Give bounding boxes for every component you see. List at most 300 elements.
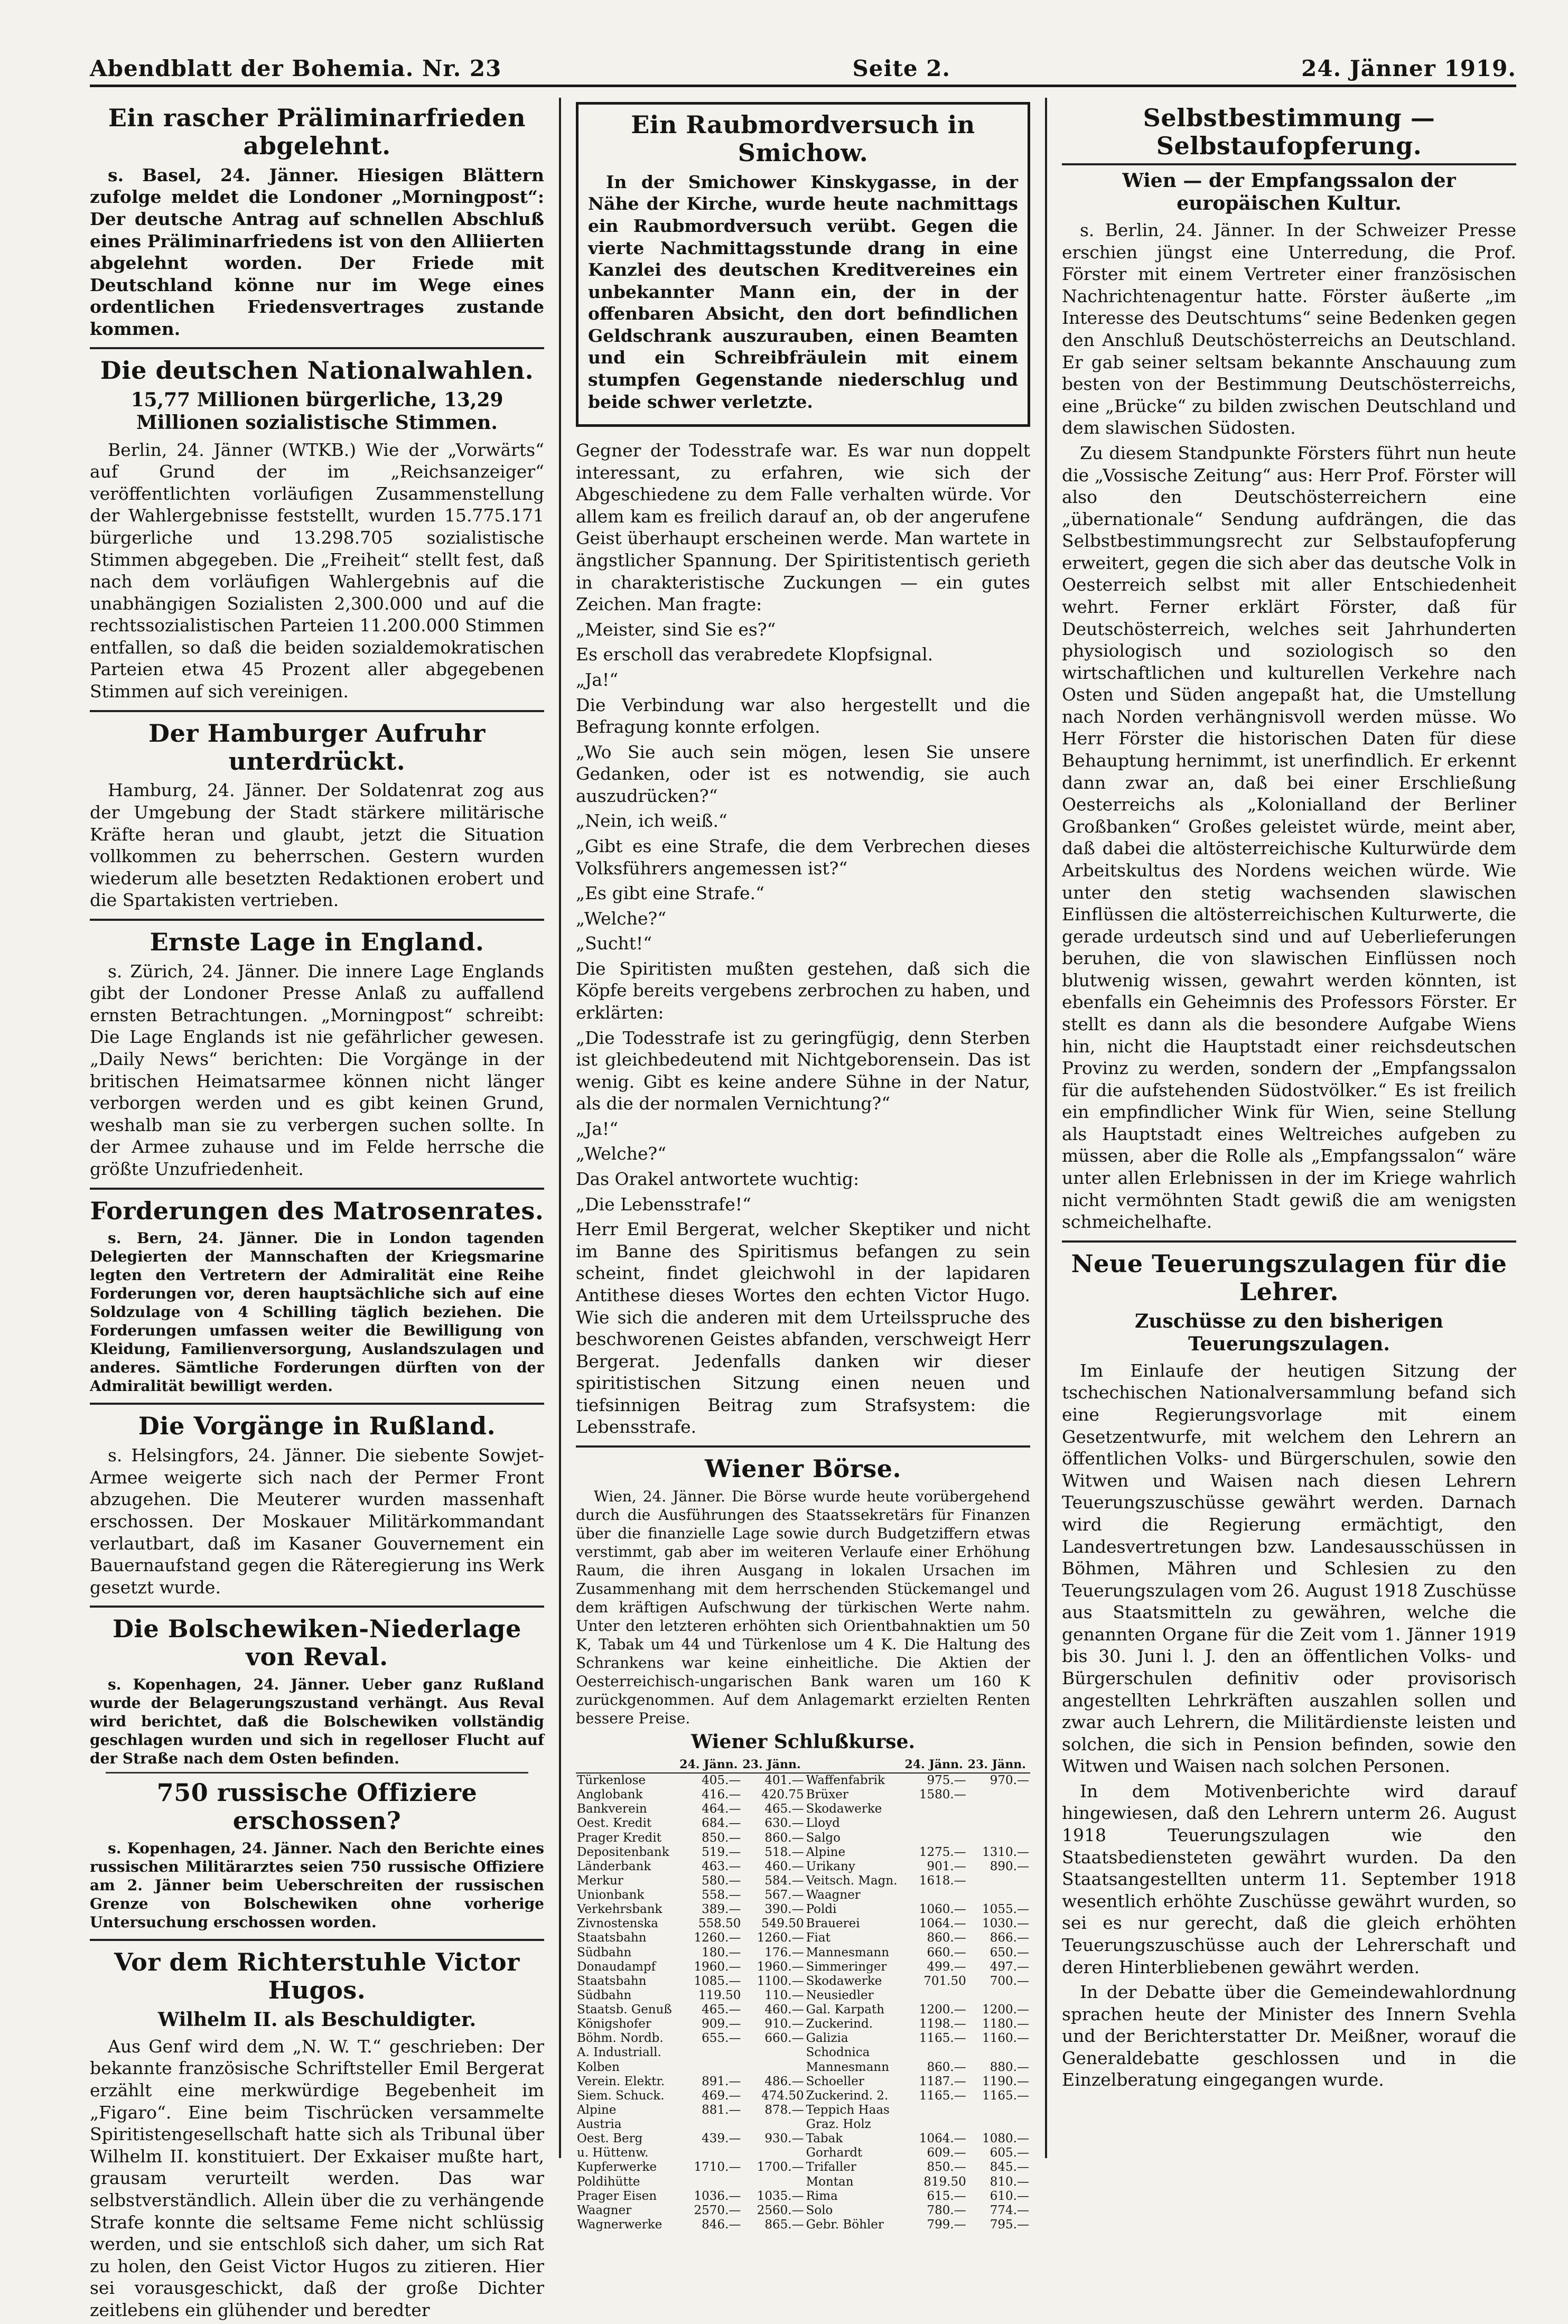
security-name: Kolben	[577, 2060, 620, 2074]
article-text: s. Kopenhagen, 24. Jänner. Nach den Berichte eines russischen Militärarztes seien 750 russische Offiziere am 2. Jänner beim Ueberschreiten der russischen Grenze von Bolschewiken ohne vorherige Untersuchung erschossen worden.	[90, 1839, 544, 1931]
security-name: Schodnica	[806, 2046, 870, 2060]
article-text: s. Basel, 24. Jänner. Hiesigen Blättern zufolge meldet die Londoner „Morningpost“: Der deutsche Antrag auf schnellen Abschluß eines Präliminarfriedens ist von den Alliierten abgelehnt worden. Der Friede mit Deutschland könne nur im Wege eines ordentlichen Friedensvertrages zustande kommen.	[90, 164, 544, 339]
quote-value	[679, 2146, 742, 2160]
header-page-number: Seite 2.	[852, 55, 951, 81]
column-2	[576, 99, 1030, 2232]
quote-value	[904, 2103, 967, 2117]
security-name: Lloyd	[806, 1816, 840, 1831]
quote-value: 660.—	[764, 2031, 804, 2046]
quote-value: 460.—	[764, 1859, 804, 1873]
quote-value: 390.—	[764, 1902, 804, 1917]
paragraph: „Ja!“	[576, 669, 619, 690]
security-name: Fiat	[806, 1931, 830, 1945]
quote-value: 1160.—	[982, 2031, 1029, 2046]
table-row	[576, 2017, 1030, 2031]
article-title: Selbstbestimmung — Selbstaufopferung.	[1062, 104, 1516, 165]
quote-value: 700.—	[990, 1974, 1029, 1988]
quotes-column-header: 24. Jänn.	[679, 1758, 742, 1773]
quote-value	[679, 2060, 742, 2075]
quote-value: 1165.—	[919, 2088, 966, 2103]
quote-value: 401.—	[764, 1774, 804, 1788]
quote-value: 460.—	[764, 2003, 804, 2017]
quote-value: 850.—	[927, 2160, 966, 2174]
divider	[106, 1772, 528, 1774]
quote-value: 684.—	[702, 1816, 741, 1831]
security-name: Neusiedler	[806, 1988, 874, 2002]
security-name: Depositenbank	[577, 1845, 669, 1859]
quote-value: 795.—	[990, 2217, 1029, 2232]
quote-value: 970.—	[990, 1774, 1029, 1788]
security-name: Waagner	[577, 2203, 632, 2217]
security-name: Veitsch. Magn.	[806, 1873, 898, 1888]
article-title: Ein Raubmordversuch in Smichow.	[631, 110, 975, 167]
quote-value	[967, 1874, 1030, 1888]
divider	[90, 1939, 544, 1941]
security-name: Salgo	[806, 1831, 841, 1845]
quote-value	[967, 1816, 1030, 1831]
divider	[576, 1445, 1030, 1448]
quote-value: 1187.—	[919, 2074, 966, 2088]
quote-value	[967, 1888, 1030, 1902]
article-text: In der Smichower Kinskygasse, in der Nähe der Kirche, wurde heute nachmittags ein Raubmordversuch verübt. Gegen die vierte Nachmittagsstunde drang in eine Kanzlei des deutschen Kreditvereines ein unbekannter Mann ein, der in der offenbaren Absicht, den dort befindlichen Geldschrank auszurauben, einen Beamten und ein Schreibfräulein mit einem stumpfen Gegenstande niederschlug und beide schwer verletzte.	[588, 171, 1018, 412]
article-text: Wien, 24. Jänner. Die Börse wurde heute vorübergehend durch die Ausführungen des Staatssekretärs für Finanzen über die finanzielle Lage sowie durch Budgetziffern etwas verstimmt, gab aber im weiteren Verlaufe einer Erhöhung Raum, die ihren Ausgang in lokalen Ursachen im Zusammenhang mit dem herrschenden Stückemangel und dem kräftigen Aufschwung der türkischen Werte nahm. Unter den letzteren erhöhten sich Orientbahnaktien um 50 K, Tabak um 44 und Türkenlose um 4 K. Die Haltung des Schrankens war keine einheitliche. Die Aktien der Oesterreichisch-ungarischen Bank waren um 160 K zurückgenommen. Auf dem Anlagemarkt erzielten Renten bessere Preise.	[576, 1487, 1030, 1727]
quote-value: 497.—	[990, 1959, 1029, 1974]
security-name: Rima	[806, 2189, 838, 2203]
security-name: Türkenlose	[577, 1774, 646, 1788]
quote-value: 810.—	[990, 2174, 1029, 2189]
article-subtitle: Wien — der Empfangssalon der europäischen Kultur.	[1122, 169, 1456, 214]
table-row	[576, 1989, 1030, 2003]
table-row	[576, 1946, 1030, 1960]
quote-value	[904, 2117, 967, 2132]
article-title: Forderungen des Matrosenrates.	[90, 1196, 544, 1225]
security-name: Kupferwerke	[577, 2160, 657, 2174]
quote-value: 1085.—	[694, 1974, 741, 1988]
security-name: Verein. Elektr.	[577, 2074, 665, 2088]
table-row	[576, 1917, 1030, 1931]
paragraph: Die Verbindung war also hergestellt und die Befragung konnte erfolgen.	[576, 694, 1030, 738]
article-title: Die deutschen Nationalwahlen.	[100, 356, 534, 385]
security-name: Skodawerke	[806, 1974, 882, 1988]
table-row	[576, 2046, 1030, 2060]
article-title: 750 russische Offiziere erschossen?	[156, 1778, 478, 1835]
paragraph: „Welche?“	[576, 1143, 667, 1164]
table-row	[576, 2031, 1030, 2046]
quote-value: 486.—	[764, 2074, 804, 2088]
divider	[90, 1403, 544, 1405]
quote-value: 119.50	[698, 1988, 741, 2002]
quote-value: 866.—	[990, 1931, 1029, 1945]
quote-value: 1180.—	[982, 2017, 1029, 2031]
quote-value: 463.—	[702, 1859, 741, 1873]
security-name: Solo	[806, 2203, 833, 2217]
quote-value: 567.—	[764, 1888, 804, 1902]
security-name: Tabak	[806, 2132, 843, 2146]
quote-value: 420.75	[761, 1788, 804, 1802]
paragraph: Es erscholl das verabredete Klopfsignal.	[576, 644, 934, 665]
quote-value	[742, 2060, 805, 2075]
article-text: Hamburg, 24. Jänner. Der Soldatenrat zog aus der Umgebung der Stadt stärkere militärische Kräfte heran und glaubt, jetzt die Situation vollkommen zu beherrschen. Gestern wurden wiederum alle besetzten Redaktionen erobert und die Spartakisten vertrieben.	[90, 780, 544, 911]
security-name: Bankverein	[577, 1802, 647, 1816]
quote-value: 774.—	[990, 2203, 1029, 2217]
divider	[90, 919, 544, 921]
paragraph: „Wo Sie auch sein mögen, lesen Sie unsere Gedanken, oder ist es notwendig, sie auch auszudrücken?“	[576, 741, 1030, 806]
quote-value: 110.—	[764, 1988, 804, 2002]
paragraph: Die Spiritisten mußten gestehen, daß sich die Köpfe bereits vergebens zerbrochen zu haben, und erklärten:	[576, 958, 1030, 1023]
quote-value	[742, 2146, 805, 2160]
paragraph: „Die Todesstrafe ist zu geringfügig, denn Sterben ist gleichbedeutend mit Nichtgeborensein. Das ist wenig. Gibt es keine andere Sühne in der Natur, als die der normalen Vernichtung?“	[576, 1027, 1030, 1114]
article-text: s. Helsingfors, 24. Jänner. Die siebente Sowjet-Armee weigerte sich nach der Permer Front abzugehen. Die Meuterer wurden massenhaft erschossen. Der Moskauer Militärkommandant verlautbart, daß im Kasaner Gouvernement ein Bauernaufstand gegen die Räteregierung ins Werk gesetzt wurde.	[90, 1445, 544, 1598]
quote-value: 650.—	[990, 1945, 1029, 1959]
header-date: 24. Jänner 1919.	[1301, 55, 1516, 81]
table-row	[576, 2089, 1030, 2103]
table-row	[576, 1860, 1030, 1874]
quote-value: 1260.—	[757, 1931, 804, 1945]
quote-value: 464.—	[702, 1802, 741, 1816]
quote-value: 439.—	[702, 2132, 741, 2146]
security-name: Austria	[577, 2117, 622, 2132]
article-title: Die Vorgänge in Rußland.	[138, 1412, 496, 1441]
quote-value: 910.—	[764, 2017, 804, 2031]
quote-value: 615.—	[927, 2189, 966, 2203]
quote-value: 846.—	[702, 2217, 741, 2232]
paragraph: In der Debatte über die Gemeindewahlordnung sprachen heute der Minister des Innern Svehla und der Berichterstatter Dr. Meißner, worauf die Generaldebatte geschlossen und in die Einzelberatung eingegangen wurde.	[1062, 1982, 1516, 2090]
table-row	[576, 2204, 1030, 2218]
table-row	[576, 1816, 1030, 1831]
table-row	[576, 2132, 1030, 2146]
table-row	[576, 1902, 1030, 1917]
security-name: Graz. Holz	[806, 2117, 871, 2132]
paragraph: Gegner der Todesstrafe war. Es war nun doppelt interessant, zu erfahren, wie sich der Abgeschiedene zu dem Falle verhalten würde. Vor allem kam es freilich darauf an, ob der angerufene Geist überhaupt erscheinen werde. Man wartete in ängstlicher Spannung. Der Spiritistentisch gerieth in charakteristische Zuckungen — ein gutes Zeichen. Man fragte:	[576, 440, 1030, 615]
quote-value	[904, 1802, 967, 1816]
quotes-column-header	[576, 1758, 679, 1773]
quote-value: 1198.—	[919, 2017, 966, 2031]
security-name: Skodawerke	[806, 1802, 882, 1816]
paragraph: „Meister, sind Sie es?“	[576, 619, 776, 640]
table-row	[576, 1773, 1030, 1788]
quote-value: 609.—	[927, 2146, 966, 2160]
table-row	[576, 1974, 1030, 1989]
quote-value	[742, 2046, 805, 2060]
quotes-column-header: 23. Jänn.	[742, 1758, 805, 1773]
quote-value: 465.—	[702, 2003, 741, 2017]
page-header	[90, 42, 1516, 87]
quote-value: 610.—	[990, 2189, 1029, 2203]
table-row	[576, 2075, 1030, 2089]
security-name: Zivnostenska	[577, 1917, 658, 1931]
quote-value: 1710.—	[694, 2160, 741, 2174]
table-row	[576, 1888, 1030, 1902]
quote-value: 1165.—	[919, 2031, 966, 2046]
security-name: Wagnerwerke	[577, 2217, 662, 2232]
security-name: Alpine	[577, 2103, 617, 2117]
paragraph: Herr Emil Bergerat, welcher Skeptiker und nicht im Banne des Spiritismus befangen zu sein scheint, findet gleichwohl in der lapidaren Antithese dieses Wortes den echten Victor Hugo. Wie sich die anderen mit dem Urteilsspruche des beschworenen Geistes abfanden, verschweigt Herr Bergerat. Jedenfalls danken wir dieser spiritistischen Sitzung einen neuen und tiefsinnigen Beitrag zum Strafsystem: die Lebensstrafe.	[576, 1219, 1030, 1438]
quote-value: 1310.—	[982, 1845, 1029, 1859]
article-text: s. Kopenhagen, 24. Jänner. Ueber ganz Rußland wurde der Belagerungszustand verhängt. Aus Reval wird berichtet, daß die Bolschewiken vollständig geschlagen wurden und sich in regelloser Flucht auf der Straße nach dem Osten befinden.	[90, 1676, 544, 1768]
quote-value: 474.50	[761, 2088, 804, 2103]
security-name: Mannesmann	[806, 1945, 890, 1959]
security-name: Poldihütte	[577, 2174, 640, 2189]
article-text: s. Bern, 24. Jänner. Die in London tagenden Delegierten der Mannschaften der Kriegsmarine legten den Vertretern der Admiralität eine Reihe Forderungen vor, deren hauptsächliche sich auf eine Soldzulage von 4 Schilling täglich beziehen. Die Forderungen umfassen weiter die Bewilligung von Kleidung, Familienversorgung, Auslandszulagen und anderes. Sämtliche Forderungen dürften von der Admiralität bewilligt werden.	[90, 1229, 544, 1395]
quotes-table-body	[576, 1773, 1030, 2232]
quote-value: 469.—	[702, 2088, 741, 2103]
quote-value: 416.—	[702, 1788, 741, 1802]
security-name: Zuckerind.	[806, 2017, 873, 2031]
divider	[90, 1606, 544, 1608]
quote-value	[904, 1816, 967, 1831]
quote-value	[742, 2117, 805, 2132]
quote-value: 901.—	[927, 1859, 966, 1873]
quote-value: 465.—	[764, 1802, 804, 1816]
quote-value: 1165.—	[982, 2088, 1029, 2103]
quote-value: 630.—	[764, 1816, 804, 1831]
security-name: Anglobank	[577, 1788, 643, 1802]
quote-value: 499.—	[927, 1959, 966, 1974]
quote-value: 799.—	[927, 2217, 966, 2232]
security-name: Schoeller	[806, 2074, 864, 2088]
quote-value: 881.—	[702, 2103, 741, 2117]
quote-value: 1036.—	[694, 2189, 741, 2203]
quote-value: 558.50	[698, 1917, 741, 1931]
quote-value: 865.—	[764, 2217, 804, 2232]
quote-value	[679, 2117, 742, 2132]
article-title: Vor dem Richterstuhle Victor Hugos.	[114, 1947, 520, 2004]
article-text: Berlin, 24. Jänner (WTKB.) Wie der „Vorwärts“ auf Grund der im „Reichsanzeiger“ veröffentlichten vorläufigen Zusammenstellung der Wahlergebnisse feststellt, wurden 15.775.171 bürgerliche und 13.298.705 sozialistische Stimmen abgegeben. Die „Freiheit“ stellt fest, daß nach dem vorläufigen Wahlergebnis auf die unabhängigen Sozialisten 2,300.000 und auf die rechtssozialistischen Parteien 11.200.000 Stimmen entfallen, so daß die beiden sozialdemokratischen Parteien etwa 45 Prozent aller abgegebenen Stimmen auf sich vereinigen.	[90, 439, 544, 702]
quote-value	[967, 2103, 1030, 2117]
quote-value: 909.—	[702, 2017, 741, 2031]
quote-value: 1064.—	[919, 1917, 966, 1931]
quote-value	[904, 1888, 967, 1902]
quote-value: 860.—	[764, 1831, 804, 1845]
quote-value: 605.—	[990, 2146, 1029, 2160]
paragraph: „Es gibt eine Strafe.“	[576, 883, 764, 904]
quote-value: 660.—	[927, 1945, 966, 1959]
table-row	[576, 1788, 1030, 1802]
quote-value	[967, 1831, 1030, 1845]
column-divider	[559, 98, 561, 2158]
quotes-column-header	[805, 1758, 904, 1773]
quote-value: 1190.—	[982, 2074, 1029, 2088]
quote-value	[904, 2046, 967, 2060]
security-name: Staatsb. Genuß	[577, 2003, 672, 2017]
security-name: Donaudampf	[577, 1959, 656, 1974]
table-row	[576, 2160, 1030, 2174]
security-name: Gal. Karpath	[806, 2003, 885, 2017]
article-title: Ernste Lage in England.	[150, 927, 484, 956]
security-name: Teppich Haas	[806, 2103, 890, 2117]
quotes-column-header: 24. Jänn.	[904, 1758, 967, 1773]
quote-value	[679, 2175, 742, 2189]
column-1	[90, 99, 544, 2324]
article-subtitle: Wilhelm II. als Beschuldigter.	[157, 2008, 477, 2031]
paragraph: „Welche?“	[576, 908, 667, 929]
paragraph: „Nein, ich weiß.“	[576, 810, 727, 832]
security-name: Oest. Kredit	[577, 1816, 652, 1831]
security-name: Waffenfabrik	[806, 1774, 885, 1788]
quotes-column-header: 23. Jänn.	[967, 1758, 1030, 1773]
quote-value: 549.50	[761, 1917, 804, 1931]
quote-value: 930.—	[764, 2132, 804, 2146]
security-name: A. Industriall.	[577, 2046, 661, 2060]
article-title: Wiener Börse.	[704, 1454, 902, 1483]
quotes-table-header	[576, 1758, 1030, 1773]
paragraph: Zu diesem Standpunkte Försters führt nun heute die „Vossische Zeitung“ aus: Herr Prof. Förster will also den Deutschösterreichern eine „übernationale“ Sendung aufdrängen, die das Selbstbestimmungsrecht zur Selbstaufopferung erweitert, gegen die sich aber das deutsche Volk in Oesterreich selbst mit aller Entschiedenheit wehrt. Ferner erklärt Förster, daß für Deutschösterreich, welches seit Jahrhunderten physiologisch und soziologisch so den wirtschaftlichen und kulturellen Verkehre nach Osten und Süden angepaßt hat, die Umstellung nach Norden verhängnisvoll werden müsse. Wo Herr Förster die historischen Daten für diese Behauptung hernimmt, ist unerfindlich. Er erkennt dann zwar an, daß bei einer Erschließung Oesterreichs als „Kolonialland der Berliner Großbanken“ Großes geleistet würde, meint aber, daß dabei die altösterreichische Kulturwürde dem Arbeitskultus des Nordens weichen würde. Wie unter den stetig wachsenden slawischen Einflüssen die altösterreichischen Kulturwerte, die gerade urdeutsch sind und auf Ueberlieferungen beruhen, die von slawischen Einflüssen noch blutwenig wissen, gewahrt werden könnten, ist ebenfalls ein Geheimnis des Professors Förster. Er stellt es dann als die besondere Aufgabe Wiens hin, nicht die Hauptstadt einer reichsdeutschen Provinz zu werden, sondern der „Empfangssalon für die aufstehenden Südostvölker.“ Es ist freilich ein empfindlicher Wink für Wien, seine Stellung als Hauptstadt eines Weltreiches aufgeben zu müssen, aber die Rolle als „Empfangssalon“ wäre unter allen Erlebnissen in der im Kriege wahrlich nicht vermöhnten Stadt gewiß die am wenigsten schmeichelhafte.	[1062, 442, 1516, 1233]
table-row	[576, 2117, 1030, 2132]
article-continuation	[576, 440, 1030, 1438]
security-name: Simmeringer	[806, 1959, 887, 1974]
divider	[90, 347, 544, 349]
security-name: Galizia	[806, 2031, 848, 2046]
quote-value: 890.—	[990, 1859, 1029, 1873]
security-name: Gorhardt	[806, 2146, 863, 2160]
article-title: Neue Teuerungszulagen für die Lehrer.	[1071, 1249, 1507, 1306]
security-name: Südbahn	[577, 1988, 632, 2002]
paragraph: Im Einlaufe der heutigen Sitzung der tschechischen Nationalversammlung befand sich eine Regierungsvorlage mit einem Gesetzentwurfe, mit welchem den Lehrern an öffentlichen Volks- und Bürgerschulen, sowie den Witwen und Waisen nach diesen Lehrern Teuerungszuschüsse gewährt werden. Darnach wird die Regierung ermächtigt, den Landesvertretungen bzw. Landesausschüssen in Böhmen, Mähren und Schlesien zu den Teuerungszulagen vom 26. August 1918 Zuschüsse aus Staatsmitteln zu gewähren, welche die genannten Organe für die Zeit vom 1. Jänner 1919 bis 30. Juni l. J. den an öffentlichen Volks- und Bürgerschulen definitiv oder provisorisch angestellten Lehrkräften auszahlen sollen und zwar auch Lehrern, die Militärdienste leisten und solchen, die sich in Pension befinden, sowie den Witwen und Waisen nach solchen Personen.	[1062, 1360, 1516, 1777]
security-name: Länderbank	[577, 1859, 651, 1873]
security-name: Brüxer	[806, 1788, 848, 1802]
quote-value: 389.—	[702, 1902, 741, 1917]
security-name: Südbahn	[577, 1945, 632, 1959]
security-name: Gebr. Böhler	[806, 2217, 884, 2232]
table-row	[576, 1960, 1030, 1974]
table-row	[576, 2103, 1030, 2117]
quote-value: 405.—	[702, 1774, 741, 1788]
security-name: Staatsbahn	[577, 1931, 647, 1945]
paragraph: „Ja!“	[576, 1118, 619, 1139]
quote-value: 180.—	[702, 1945, 741, 1959]
quote-value: 1960.—	[694, 1959, 741, 1974]
quote-value: 1060.—	[919, 1902, 966, 1917]
table-row	[576, 1874, 1030, 1888]
paragraph: „Die Lebensstrafe!“	[576, 1193, 751, 1215]
article-text: s. Zürich, 24. Jänner. Die innere Lage Englands gibt der Londoner Presse Anlaß zu auffallend ernsten Betrachtungen. „Morningpost“ schreibt: Die Lage Englands ist nie gefährlicher gewesen. „Daily News“ berichten: Die Vorgänge in der britischen Heimatsarmee können nicht länger verborgen werden und es gibt keinen Grund, weshalb man sie zu verbergen suchen sollte. In der Armee zuhause und im Felde herrsche die größte Unzufriedenheit.	[90, 960, 544, 1179]
security-name: u. Hüttenw.	[577, 2146, 649, 2160]
quote-value: 1100.—	[757, 1974, 804, 1988]
table-row	[576, 2175, 1030, 2189]
quote-value	[742, 2175, 805, 2189]
quote-value: 1200.—	[919, 2003, 966, 2017]
quote-value: 655.—	[702, 2031, 741, 2046]
quote-value: 1580.—	[919, 1788, 966, 1802]
security-name: Trifaller	[806, 2160, 856, 2174]
quote-value	[904, 1989, 967, 2003]
quote-value	[967, 1989, 1030, 2003]
table-row	[576, 1802, 1030, 1816]
quote-value	[967, 2046, 1030, 2060]
quote-value: 1700.—	[757, 2160, 804, 2174]
table-row	[576, 1831, 1030, 1845]
paragraph: „Sucht!“	[576, 933, 652, 954]
quote-value	[679, 2046, 742, 2060]
quote-value	[967, 1788, 1030, 1802]
security-name: Königshofer	[577, 2017, 651, 2031]
table-row	[576, 2218, 1030, 2232]
divider	[90, 710, 544, 712]
quote-value: 845.—	[990, 2160, 1029, 2174]
quote-value: 2570.—	[694, 2203, 741, 2217]
paragraph: „Gibt es eine Strafe, die dem Verbrechen dieses Volksführers angemessen ist?“	[576, 835, 1030, 879]
quote-value: 1618.—	[919, 1873, 966, 1888]
divider	[1062, 1240, 1516, 1243]
quote-value	[967, 1802, 1030, 1816]
quote-value: 878.—	[764, 2103, 804, 2117]
quotes-table	[576, 1758, 1030, 2232]
quote-value: 1055.—	[982, 1902, 1029, 1917]
quote-value: 819.50	[923, 2174, 966, 2189]
article-subtitle: Zuschüsse zu den bisherigen Teuerungszulagen.	[1135, 1310, 1443, 1355]
quote-value: 975.—	[927, 1774, 966, 1788]
security-name: Verkehrsbank	[577, 1902, 662, 1917]
boxed-article	[576, 102, 1030, 427]
table-row	[576, 2146, 1030, 2160]
security-name: Brauerei	[806, 1917, 860, 1931]
quote-value: 1035.—	[757, 2189, 804, 2203]
quote-value: 558.—	[702, 1888, 741, 1902]
article-title: Ein rascher Präliminarfrieden abgelehnt.	[108, 104, 526, 160]
article-text: Aus Genf wird dem „N. W. T.“ geschrieben: Der bekannte französische Schriftsteller Emil Bergerat erzählt eine merkwürdige Begebenheit im „Figaro“. Eine beim Tischrücken versammelte Spiritistengesellschaft hatte sich als Tribunal über Wilhelm II. konstituiert. Der Exkaiser mußte hart, grausam verurteilt werden. Das war selbstverständlich. Allein über die zu verhängende Strafe konnte die seltsame Feme nicht schlüssig werden, und sie entschloß sich daher, um sich Rat zu holen, den Geist Victor Hugos zu zitieren. Hier sei vorausgeschickt, daß der große Dichter zeitlebens ein glühender und beredter	[90, 2036, 544, 2320]
quote-value: 518.—	[764, 1845, 804, 1859]
security-name: Merkur	[577, 1873, 623, 1888]
security-name: Waagner	[806, 1888, 861, 1902]
paragraph: s. Berlin, 24. Jänner. In der Schweizer Presse erschien jüngst eine Unterredung, die Prof. Förster mit einem Vertreter einer französischen Nachrichtenagentur hatte. Förster äußerte „im Interesse des Deutschtums“ seine Bedenken gegen den Anschluß Deutschösterreichs an Deutschland. Er gab seiner seltsam bekannte Anschauung zum besten von der Bestimmung Deutschösterreichs, eine „Brücke“ zu bilden zwischen Deutschland und dem slawischen Südosten.	[1062, 220, 1516, 438]
quote-value: 1200.—	[982, 2003, 1029, 2017]
table-row	[576, 2003, 1030, 2017]
security-name: Prager Kredit	[577, 1831, 661, 1845]
quote-value: 701.50	[923, 1974, 966, 1988]
security-name: Montan	[806, 2174, 854, 2189]
security-name: Poldi	[806, 1902, 837, 1917]
quote-value: 1064.—	[919, 2132, 966, 2146]
quote-value: 580.—	[702, 1873, 741, 1888]
quote-value: 1960.—	[757, 1959, 804, 1974]
quote-value: 891.—	[702, 2074, 741, 2088]
column-divider	[1045, 98, 1047, 2158]
security-name: Alpine	[806, 1845, 846, 1859]
paragraph: Das Orakel antwortete wuchtig:	[576, 1169, 860, 1190]
header-publication: Abendblatt der Bohemia. Nr. 23	[90, 55, 502, 81]
quote-value	[904, 1831, 967, 1845]
table-row	[576, 1845, 1030, 1860]
table-row	[576, 2189, 1030, 2204]
quote-value: 860.—	[927, 2060, 966, 2074]
columns	[90, 87, 1516, 2320]
security-name: Unionbank	[577, 1888, 645, 1902]
security-name: Oest. Berg	[577, 2132, 643, 2146]
quote-value: 850.—	[702, 1831, 741, 1845]
article-title: Die Bolschewiken-Niederlage von Reval.	[113, 1614, 521, 1672]
security-name: Mannesmann	[806, 2060, 890, 2074]
newspaper-page	[90, 42, 1516, 2320]
table-title: Wiener Schlußkurse.	[690, 1730, 916, 1753]
quote-value: 1080.—	[982, 2132, 1029, 2146]
security-name: Siem. Schuck.	[577, 2088, 665, 2103]
quote-value: 880.—	[990, 2060, 1029, 2074]
table-row	[576, 1931, 1030, 1945]
column-3	[1062, 99, 1516, 2094]
security-name: Urikany	[806, 1859, 855, 1873]
article-subtitle: 15,77 Millionen bürgerliche, 13,29 Millionen sozialistische Stimmen.	[130, 389, 503, 434]
security-name: Staatsbahn	[577, 1974, 647, 1988]
quote-value: 1030.—	[982, 1917, 1029, 1931]
security-name: Zuckerind. 2.	[806, 2088, 889, 2103]
security-name: Prager Eisen	[577, 2189, 657, 2203]
quote-value: 1260.—	[694, 1931, 741, 1945]
divider	[90, 1188, 544, 1190]
quote-value: 2560.—	[757, 2203, 804, 2217]
quote-value: 780.—	[927, 2203, 966, 2217]
quote-value: 176.—	[764, 1945, 804, 1959]
quote-value	[967, 2117, 1030, 2132]
